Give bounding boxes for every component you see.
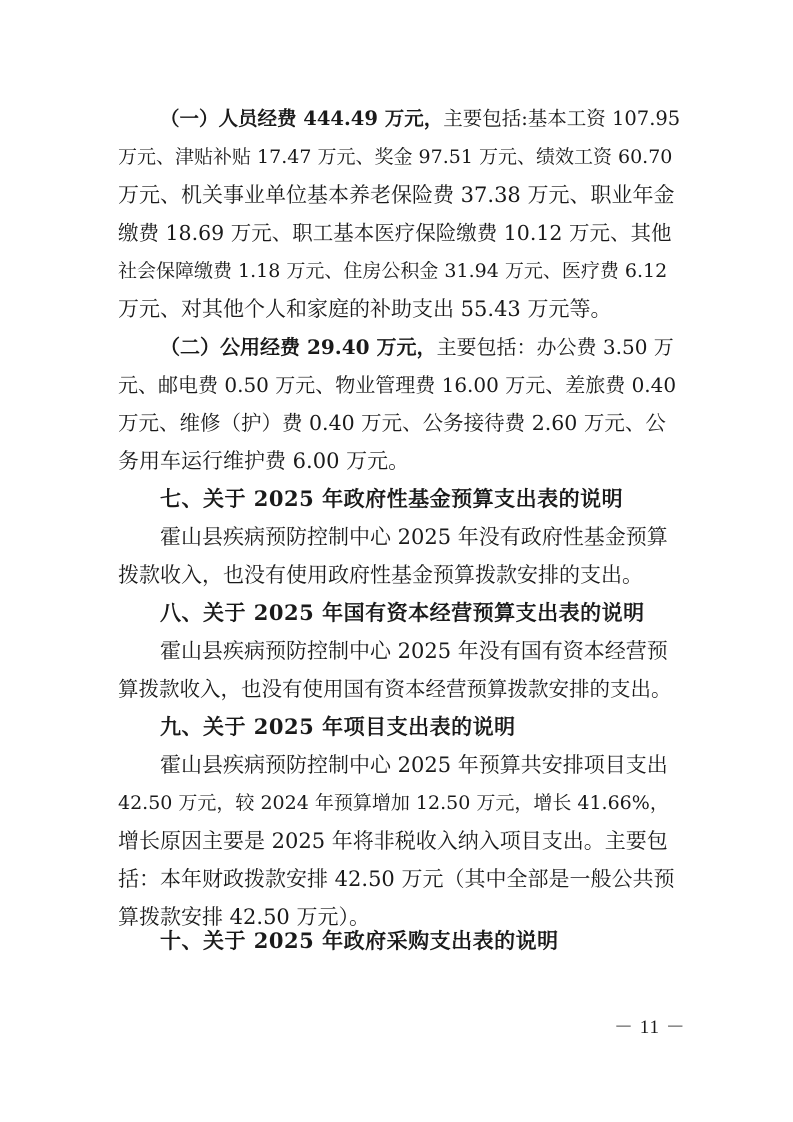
personnel-line-3: 万元、机关事业单位基本养老保险费 37.38 万元、职业年金 — [118, 183, 675, 207]
personnel-text: 主要包括:基本工资 107.95 — [443, 107, 681, 130]
personnel-title: （一）人员经费 444.49 万元， — [160, 107, 444, 130]
page-number: － 11 － — [614, 1017, 686, 1038]
section-9-heading: 九、关于 2025 年项目支出表的说明 — [160, 714, 516, 739]
section-7-heading: 七、关于 2025 年政府性基金预算支出表的说明 — [160, 486, 624, 511]
public-expense-paragraph-line-1 — [160, 332, 680, 362]
section-9-line-1: 霍山县疾病预防控制中心 2025 年预算共安排项目支出 — [160, 753, 668, 777]
section-7-line-2: 拨款收入，也没有使用政府性基金预算拨款安排的支出。 — [118, 563, 643, 587]
public-expense-title: （二）公用经费 29.40 万元， — [160, 335, 437, 359]
section-9-line-4: 括：本年财政拨款安排 42.50 万元（其中全部是一般公共预 — [118, 867, 675, 891]
public-expense-text: 主要包括：办公费 3.50 万 — [436, 335, 674, 359]
public-expense-line-4: 务用车运行维护费 6.00 万元。 — [118, 449, 410, 473]
section-9-line-3: 增长原因主要是 2025 年将非税收入纳入项目支出。主要包 — [118, 829, 668, 853]
public-expense-line-2: 元、邮电费 0.50 万元、物业管理费 16.00 万元、差旅费 0.40 — [118, 373, 677, 397]
personnel-line-2: 万元、津贴补贴 17.47 万元、奖金 97.51 万元、绩效工资 60.70 — [118, 146, 673, 168]
section-8-line-2: 算拨款收入，也没有使用国有资本经营预算拨款安排的支出。 — [118, 677, 672, 701]
personnel-line-4: 缴费 18.69 万元、职工基本医疗保险缴费 10.12 万元、其他 — [118, 221, 672, 245]
public-expense-line-3: 万元、维修（护）费 0.40 万元、公务接待费 2.60 万元、公 — [118, 411, 666, 435]
section-10-heading: 十、关于 2025 年政府采购支出表的说明 — [160, 928, 559, 953]
personnel-paragraph-line-1 — [160, 104, 680, 134]
section-9-line-2: 42.50 万元，较 2024 年预算增加 12.50 万元，增长 41.66%， — [118, 792, 669, 814]
section-8-heading: 八、关于 2025 年国有资本经营预算支出表的说明 — [160, 600, 645, 625]
section-7-line-1: 霍山县疾病预防控制中心 2025 年没有政府性基金预算 — [160, 525, 668, 549]
personnel-line-5: 社会保障缴费 1.18 万元、住房公积金 31.94 万元、医疗费 6.12 — [118, 260, 668, 282]
section-9-line-5: 算拨款安排 42.50 万元）。 — [118, 905, 370, 929]
section-8-line-1: 霍山县疾病预防控制中心 2025 年没有国有资本经营预 — [160, 639, 668, 663]
personnel-line-6: 万元、对其他个人和家庭的补助支出 55.43 万元等。 — [118, 297, 612, 321]
